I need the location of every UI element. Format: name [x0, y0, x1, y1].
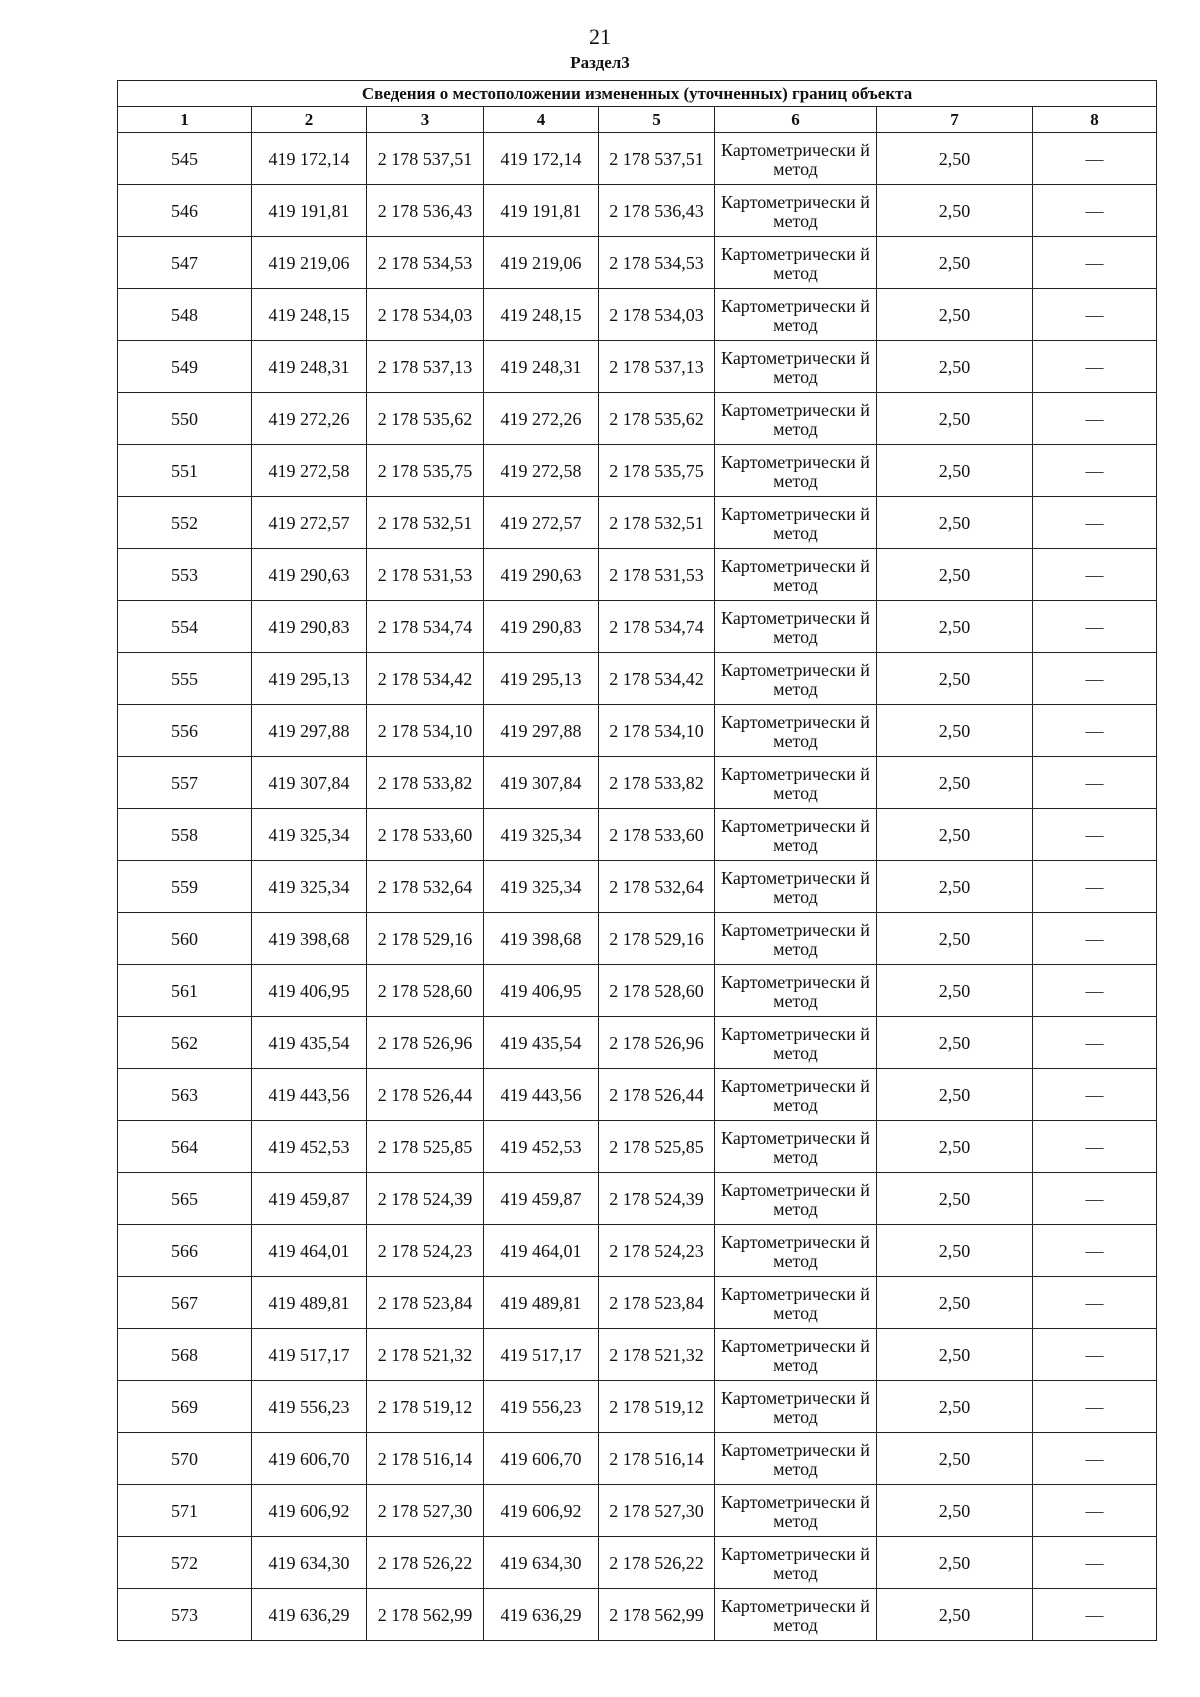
refined-y-cell: 2 178 531,53 [599, 549, 715, 601]
column-number: 1 [118, 107, 252, 133]
table-row [118, 1017, 1157, 1069]
existing-y-cell: 2 178 526,22 [367, 1537, 484, 1589]
accuracy-cell: 2,50 [877, 289, 1033, 341]
method-cell: Картометрически й метод [715, 1225, 877, 1277]
note-cell: — [1033, 1121, 1157, 1173]
table-row [118, 185, 1157, 237]
existing-x-cell: 419 219,06 [252, 237, 367, 289]
existing-y-cell: 2 178 536,43 [367, 185, 484, 237]
existing-x-cell: 419 443,56 [252, 1069, 367, 1121]
table-row [118, 237, 1157, 289]
method-cell: Картометрически й метод [715, 237, 877, 289]
refined-y-cell: 2 178 535,62 [599, 393, 715, 445]
table-row [118, 445, 1157, 497]
refined-y-cell: 2 178 534,10 [599, 705, 715, 757]
table-row [118, 133, 1157, 185]
refined-x-cell: 419 290,83 [484, 601, 599, 653]
refined-x-cell: 419 191,81 [484, 185, 599, 237]
accuracy-cell: 2,50 [877, 861, 1033, 913]
method-cell: Картометрически й метод [715, 653, 877, 705]
existing-y-cell: 2 178 531,53 [367, 549, 484, 601]
table-row [118, 1121, 1157, 1173]
existing-x-cell: 419 556,23 [252, 1381, 367, 1433]
column-number: 2 [252, 107, 367, 133]
point-number-cell: 546 [118, 185, 252, 237]
refined-y-cell: 2 178 521,32 [599, 1329, 715, 1381]
refined-y-cell: 2 178 524,23 [599, 1225, 715, 1277]
existing-y-cell: 2 178 526,44 [367, 1069, 484, 1121]
refined-y-cell: 2 178 533,60 [599, 809, 715, 861]
existing-x-cell: 419 272,26 [252, 393, 367, 445]
accuracy-cell: 2,50 [877, 1121, 1033, 1173]
existing-y-cell: 2 178 533,60 [367, 809, 484, 861]
method-cell: Картометрически й метод [715, 1589, 877, 1641]
existing-x-cell: 419 248,31 [252, 341, 367, 393]
method-cell: Картометрически й метод [715, 497, 877, 549]
refined-x-cell: 419 295,13 [484, 653, 599, 705]
table-row [118, 1225, 1157, 1277]
note-cell: — [1033, 445, 1157, 497]
method-cell: Картометрически й метод [715, 445, 877, 497]
method-cell: Картометрически й метод [715, 1017, 877, 1069]
point-number-cell: 569 [118, 1381, 252, 1433]
refined-y-cell: 2 178 526,22 [599, 1537, 715, 1589]
existing-x-cell: 419 606,92 [252, 1485, 367, 1537]
existing-x-cell: 419 272,58 [252, 445, 367, 497]
note-cell: — [1033, 653, 1157, 705]
column-number: 5 [599, 107, 715, 133]
accuracy-cell: 2,50 [877, 185, 1033, 237]
point-number-cell: 564 [118, 1121, 252, 1173]
table-row [118, 1433, 1157, 1485]
accuracy-cell: 2,50 [877, 601, 1033, 653]
accuracy-cell: 2,50 [877, 1017, 1033, 1069]
note-cell: — [1033, 861, 1157, 913]
refined-x-cell: 419 634,30 [484, 1537, 599, 1589]
method-cell: Картометрически й метод [715, 1121, 877, 1173]
note-cell: — [1033, 1173, 1157, 1225]
refined-y-cell: 2 178 534,03 [599, 289, 715, 341]
existing-y-cell: 2 178 533,82 [367, 757, 484, 809]
existing-x-cell: 419 325,34 [252, 861, 367, 913]
refined-x-cell: 419 297,88 [484, 705, 599, 757]
refined-x-cell: 419 406,95 [484, 965, 599, 1017]
column-number: 3 [367, 107, 484, 133]
accuracy-cell: 2,50 [877, 1537, 1033, 1589]
existing-y-cell: 2 178 524,39 [367, 1173, 484, 1225]
point-number-cell: 551 [118, 445, 252, 497]
existing-x-cell: 419 517,17 [252, 1329, 367, 1381]
table-row [118, 1277, 1157, 1329]
refined-y-cell: 2 178 532,64 [599, 861, 715, 913]
accuracy-cell: 2,50 [877, 445, 1033, 497]
table-caption: Сведения о местоположении измененных (уточненных) границ объекта [118, 81, 1157, 107]
accuracy-cell: 2,50 [877, 1329, 1033, 1381]
point-number-cell: 570 [118, 1433, 252, 1485]
existing-x-cell: 419 464,01 [252, 1225, 367, 1277]
note-cell: — [1033, 1485, 1157, 1537]
refined-y-cell: 2 178 534,42 [599, 653, 715, 705]
refined-x-cell: 419 325,34 [484, 809, 599, 861]
point-number-cell: 572 [118, 1537, 252, 1589]
accuracy-cell: 2,50 [877, 1277, 1033, 1329]
method-cell: Картометрически й метод [715, 757, 877, 809]
note-cell: — [1033, 809, 1157, 861]
note-cell: — [1033, 1433, 1157, 1485]
table-row [118, 653, 1157, 705]
point-number-cell: 557 [118, 757, 252, 809]
accuracy-cell: 2,50 [877, 1433, 1033, 1485]
method-cell: Картометрически й метод [715, 341, 877, 393]
refined-x-cell: 419 398,68 [484, 913, 599, 965]
table-row [118, 913, 1157, 965]
point-number-cell: 567 [118, 1277, 252, 1329]
accuracy-cell: 2,50 [877, 1589, 1033, 1641]
existing-x-cell: 419 307,84 [252, 757, 367, 809]
refined-x-cell: 419 452,53 [484, 1121, 599, 1173]
existing-y-cell: 2 178 524,23 [367, 1225, 484, 1277]
refined-x-cell: 419 219,06 [484, 237, 599, 289]
accuracy-cell: 2,50 [877, 705, 1033, 757]
point-number-cell: 571 [118, 1485, 252, 1537]
refined-x-cell: 419 248,31 [484, 341, 599, 393]
accuracy-cell: 2,50 [877, 1225, 1033, 1277]
existing-x-cell: 419 452,53 [252, 1121, 367, 1173]
accuracy-cell: 2,50 [877, 913, 1033, 965]
point-number-cell: 560 [118, 913, 252, 965]
refined-x-cell: 419 606,70 [484, 1433, 599, 1485]
note-cell: — [1033, 1017, 1157, 1069]
table-row [118, 289, 1157, 341]
point-number-cell: 552 [118, 497, 252, 549]
existing-y-cell: 2 178 532,51 [367, 497, 484, 549]
existing-y-cell: 2 178 526,96 [367, 1017, 484, 1069]
table-row [118, 549, 1157, 601]
point-number-cell: 565 [118, 1173, 252, 1225]
existing-x-cell: 419 606,70 [252, 1433, 367, 1485]
point-number-cell: 568 [118, 1329, 252, 1381]
note-cell: — [1033, 1589, 1157, 1641]
point-number-cell: 566 [118, 1225, 252, 1277]
existing-y-cell: 2 178 521,32 [367, 1329, 484, 1381]
table-row [118, 1173, 1157, 1225]
refined-x-cell: 419 307,84 [484, 757, 599, 809]
table-row [118, 1537, 1157, 1589]
refined-y-cell: 2 178 523,84 [599, 1277, 715, 1329]
accuracy-cell: 2,50 [877, 809, 1033, 861]
existing-y-cell: 2 178 562,99 [367, 1589, 484, 1641]
existing-y-cell: 2 178 534,53 [367, 237, 484, 289]
section-title: Раздел3 [570, 53, 630, 72]
accuracy-cell: 2,50 [877, 1173, 1033, 1225]
accuracy-cell: 2,50 [877, 757, 1033, 809]
refined-x-cell: 419 325,34 [484, 861, 599, 913]
column-number-row [118, 107, 1157, 133]
table-body [118, 133, 1157, 1641]
note-cell: — [1033, 965, 1157, 1017]
note-cell: — [1033, 1069, 1157, 1121]
refined-x-cell: 419 290,63 [484, 549, 599, 601]
point-number-cell: 554 [118, 601, 252, 653]
table-row [118, 757, 1157, 809]
column-number: 8 [1033, 107, 1157, 133]
point-number-cell: 550 [118, 393, 252, 445]
accuracy-cell: 2,50 [877, 393, 1033, 445]
existing-y-cell: 2 178 537,13 [367, 341, 484, 393]
refined-x-cell: 419 517,17 [484, 1329, 599, 1381]
refined-y-cell: 2 178 529,16 [599, 913, 715, 965]
refined-y-cell: 2 178 534,53 [599, 237, 715, 289]
method-cell: Картометрически й метод [715, 289, 877, 341]
refined-y-cell: 2 178 526,44 [599, 1069, 715, 1121]
note-cell: — [1033, 549, 1157, 601]
method-cell: Картометрически й метод [715, 705, 877, 757]
existing-x-cell: 419 634,30 [252, 1537, 367, 1589]
existing-x-cell: 419 191,81 [252, 185, 367, 237]
column-number: 7 [877, 107, 1033, 133]
table-row [118, 705, 1157, 757]
method-cell: Картометрически й метод [715, 1173, 877, 1225]
point-number-cell: 561 [118, 965, 252, 1017]
note-cell: — [1033, 757, 1157, 809]
note-cell: — [1033, 1537, 1157, 1589]
existing-y-cell: 2 178 519,12 [367, 1381, 484, 1433]
note-cell: — [1033, 1277, 1157, 1329]
note-cell: — [1033, 601, 1157, 653]
accuracy-cell: 2,50 [877, 497, 1033, 549]
refined-x-cell: 419 443,56 [484, 1069, 599, 1121]
method-cell: Картометрически й метод [715, 861, 877, 913]
refined-y-cell: 2 178 537,13 [599, 341, 715, 393]
note-cell: — [1033, 913, 1157, 965]
point-number-cell: 558 [118, 809, 252, 861]
method-cell: Картометрически й метод [715, 809, 877, 861]
existing-y-cell: 2 178 534,03 [367, 289, 484, 341]
table-row [118, 809, 1157, 861]
point-number-cell: 573 [118, 1589, 252, 1641]
table-row [118, 1589, 1157, 1641]
accuracy-cell: 2,50 [877, 1069, 1033, 1121]
accuracy-cell: 2,50 [877, 1485, 1033, 1537]
refined-y-cell: 2 178 527,30 [599, 1485, 715, 1537]
existing-x-cell: 419 290,83 [252, 601, 367, 653]
refined-x-cell: 419 272,26 [484, 393, 599, 445]
method-cell: Картометрически й метод [715, 965, 877, 1017]
point-number-cell: 563 [118, 1069, 252, 1121]
note-cell: — [1033, 237, 1157, 289]
existing-y-cell: 2 178 528,60 [367, 965, 484, 1017]
existing-y-cell: 2 178 535,62 [367, 393, 484, 445]
method-cell: Картометрически й метод [715, 1537, 877, 1589]
refined-x-cell: 419 636,29 [484, 1589, 599, 1641]
note-cell: — [1033, 341, 1157, 393]
table-row [118, 1329, 1157, 1381]
table-row [118, 341, 1157, 393]
existing-x-cell: 419 248,15 [252, 289, 367, 341]
existing-y-cell: 2 178 534,42 [367, 653, 484, 705]
method-cell: Картометрически й метод [715, 1329, 877, 1381]
table-row [118, 861, 1157, 913]
table-row [118, 1381, 1157, 1433]
point-number-cell: 553 [118, 549, 252, 601]
table-row [118, 965, 1157, 1017]
refined-x-cell: 419 272,58 [484, 445, 599, 497]
note-cell: — [1033, 1381, 1157, 1433]
refined-x-cell: 419 172,14 [484, 133, 599, 185]
method-cell: Картометрически й метод [715, 1069, 877, 1121]
existing-x-cell: 419 398,68 [252, 913, 367, 965]
accuracy-cell: 2,50 [877, 237, 1033, 289]
refined-x-cell: 419 459,87 [484, 1173, 599, 1225]
existing-x-cell: 419 172,14 [252, 133, 367, 185]
point-number-cell: 556 [118, 705, 252, 757]
refined-y-cell: 2 178 524,39 [599, 1173, 715, 1225]
refined-x-cell: 419 556,23 [484, 1381, 599, 1433]
refined-y-cell: 2 178 532,51 [599, 497, 715, 549]
existing-x-cell: 419 297,88 [252, 705, 367, 757]
table-row [118, 497, 1157, 549]
note-cell: — [1033, 289, 1157, 341]
existing-x-cell: 419 290,63 [252, 549, 367, 601]
column-number: 4 [484, 107, 599, 133]
point-number-cell: 547 [118, 237, 252, 289]
existing-x-cell: 419 489,81 [252, 1277, 367, 1329]
table-row [118, 1069, 1157, 1121]
refined-y-cell: 2 178 537,51 [599, 133, 715, 185]
point-number-cell: 555 [118, 653, 252, 705]
method-cell: Картометрически й метод [715, 601, 877, 653]
point-number-cell: 545 [118, 133, 252, 185]
existing-x-cell: 419 272,57 [252, 497, 367, 549]
refined-y-cell: 2 178 519,12 [599, 1381, 715, 1433]
existing-x-cell: 419 435,54 [252, 1017, 367, 1069]
method-cell: Картометрически й метод [715, 185, 877, 237]
point-number-cell: 559 [118, 861, 252, 913]
note-cell: — [1033, 133, 1157, 185]
page-number: 21 [589, 24, 611, 49]
existing-y-cell: 2 178 532,64 [367, 861, 484, 913]
point-number-cell: 562 [118, 1017, 252, 1069]
note-cell: — [1033, 705, 1157, 757]
refined-y-cell: 2 178 525,85 [599, 1121, 715, 1173]
refined-y-cell: 2 178 562,99 [599, 1589, 715, 1641]
method-cell: Картометрически й метод [715, 1381, 877, 1433]
point-number-cell: 549 [118, 341, 252, 393]
refined-x-cell: 419 606,92 [484, 1485, 599, 1537]
table-row [118, 601, 1157, 653]
accuracy-cell: 2,50 [877, 1381, 1033, 1433]
existing-y-cell: 2 178 523,84 [367, 1277, 484, 1329]
refined-x-cell: 419 489,81 [484, 1277, 599, 1329]
method-cell: Картометрически й метод [715, 1433, 877, 1485]
note-cell: — [1033, 1329, 1157, 1381]
refined-x-cell: 419 272,57 [484, 497, 599, 549]
refined-y-cell: 2 178 533,82 [599, 757, 715, 809]
refined-y-cell: 2 178 535,75 [599, 445, 715, 497]
refined-x-cell: 419 435,54 [484, 1017, 599, 1069]
method-cell: Картометрически й метод [715, 1485, 877, 1537]
method-cell: Картометрически й метод [715, 1277, 877, 1329]
existing-x-cell: 419 636,29 [252, 1589, 367, 1641]
refined-y-cell: 2 178 536,43 [599, 185, 715, 237]
existing-y-cell: 2 178 534,10 [367, 705, 484, 757]
refined-y-cell: 2 178 528,60 [599, 965, 715, 1017]
existing-y-cell: 2 178 535,75 [367, 445, 484, 497]
refined-y-cell: 2 178 534,74 [599, 601, 715, 653]
point-number-cell: 548 [118, 289, 252, 341]
existing-x-cell: 419 325,34 [252, 809, 367, 861]
table-row [118, 393, 1157, 445]
accuracy-cell: 2,50 [877, 549, 1033, 601]
existing-y-cell: 2 178 529,16 [367, 913, 484, 965]
existing-y-cell: 2 178 537,51 [367, 133, 484, 185]
column-number: 6 [715, 107, 877, 133]
existing-x-cell: 419 295,13 [252, 653, 367, 705]
existing-y-cell: 2 178 525,85 [367, 1121, 484, 1173]
accuracy-cell: 2,50 [877, 653, 1033, 705]
existing-x-cell: 419 406,95 [252, 965, 367, 1017]
table-row [118, 1485, 1157, 1537]
existing-y-cell: 2 178 516,14 [367, 1433, 484, 1485]
existing-x-cell: 419 459,87 [252, 1173, 367, 1225]
refined-y-cell: 2 178 516,14 [599, 1433, 715, 1485]
refined-x-cell: 419 464,01 [484, 1225, 599, 1277]
refined-y-cell: 2 178 526,96 [599, 1017, 715, 1069]
method-cell: Картометрически й метод [715, 393, 877, 445]
note-cell: — [1033, 393, 1157, 445]
note-cell: — [1033, 1225, 1157, 1277]
note-cell: — [1033, 497, 1157, 549]
existing-y-cell: 2 178 534,74 [367, 601, 484, 653]
note-cell: — [1033, 185, 1157, 237]
method-cell: Картометрически й метод [715, 913, 877, 965]
accuracy-cell: 2,50 [877, 133, 1033, 185]
refined-x-cell: 419 248,15 [484, 289, 599, 341]
accuracy-cell: 2,50 [877, 965, 1033, 1017]
accuracy-cell: 2,50 [877, 341, 1033, 393]
existing-y-cell: 2 178 527,30 [367, 1485, 484, 1537]
method-cell: Картометрически й метод [715, 133, 877, 185]
method-cell: Картометрически й метод [715, 549, 877, 601]
boundary-coordinates-table [117, 80, 1157, 1641]
